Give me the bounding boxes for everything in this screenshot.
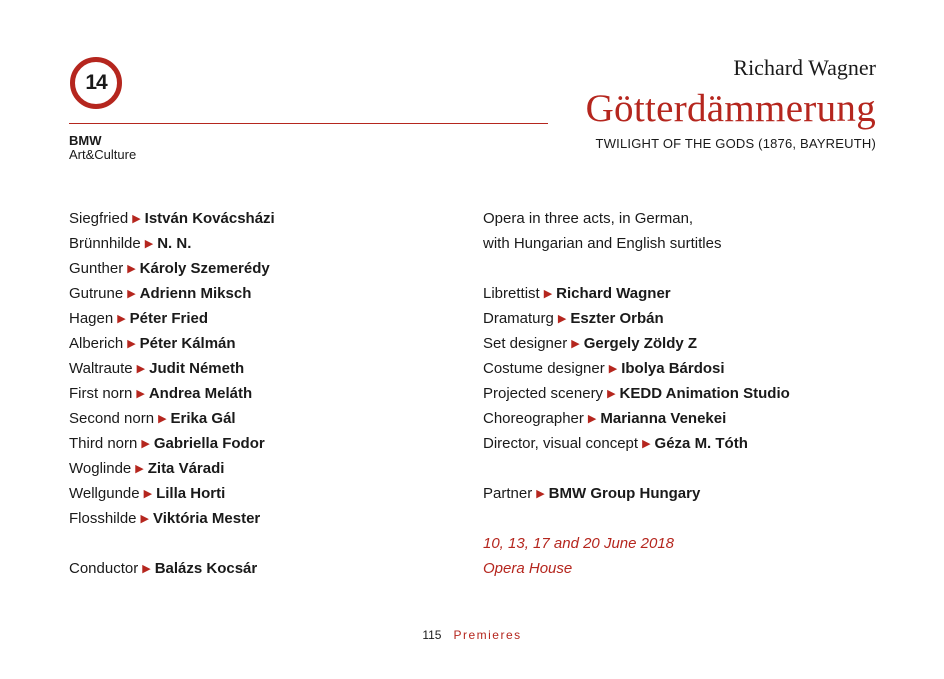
cast-item [69, 406, 275, 431]
person-name: Gergely Zöldy Z [583, 335, 698, 352]
person-name: Géza M. Tóth [654, 435, 748, 452]
triangle-right-icon: ▶ [132, 213, 141, 225]
opera-subtitle: TWILIGHT OF THE GODS (1876, BAYREUTH) [595, 136, 876, 151]
performance-dates: 10, 13, 17 and 20 June 2018 [483, 535, 675, 552]
page-footer [0, 628, 944, 642]
person-name: Eszter Orbán [570, 310, 664, 327]
description-line: with Hungarian and English surtitles [483, 235, 722, 252]
partner-role: Partner [483, 485, 533, 502]
cast-item [69, 381, 275, 406]
person-name: Ibolya Bárdosi [621, 360, 725, 377]
role-label: Set designer [483, 335, 568, 352]
role-label: Wellgunde [69, 485, 140, 502]
triangle-right-icon: ▶ [587, 413, 597, 425]
role-label: Brünnhilde [69, 235, 141, 252]
header-rule [69, 123, 548, 124]
crew-item [483, 281, 790, 306]
role-label: Alberich [69, 335, 124, 352]
triangle-right-icon: ▶ [608, 363, 618, 375]
cast-item [69, 456, 275, 481]
triangle-right-icon: ▶ [127, 288, 136, 300]
role-label: Costume designer [483, 360, 605, 377]
composer-name: Richard Wagner [733, 55, 876, 80]
person-name: Péter Kálmán [139, 335, 236, 352]
opera-title: Götterdämmerung [585, 87, 876, 130]
page-number: 115 [422, 628, 442, 642]
role-label: Second norn [69, 410, 155, 427]
role-label: Librettist [483, 285, 540, 302]
spacer [483, 456, 790, 481]
cast-item [69, 506, 275, 531]
person-name: Lilla Horti [156, 485, 226, 502]
person-name: Marianna Venekei [600, 410, 727, 427]
triangle-right-icon: ▶ [142, 563, 151, 575]
crew-item [483, 431, 790, 456]
crew-item [483, 306, 790, 331]
person-name: Károly Szemerédy [139, 260, 270, 277]
cast-item [69, 306, 275, 331]
cast-item [69, 281, 275, 306]
crew-item [483, 356, 790, 381]
triangle-right-icon: ▶ [127, 338, 136, 350]
partner-line [483, 481, 790, 506]
triangle-right-icon: ▶ [536, 488, 545, 500]
cast-item [69, 256, 275, 281]
brand-bmw: BMW [69, 133, 102, 148]
triangle-right-icon: ▶ [642, 438, 651, 450]
role-label: Woglinde [69, 460, 132, 477]
cast-list [69, 206, 275, 531]
cast-item [69, 481, 275, 506]
conductor-line [69, 556, 275, 581]
cast-column [69, 206, 275, 581]
triangle-right-icon: ▶ [135, 463, 144, 475]
person-name: Zita Váradi [147, 460, 225, 477]
conductor-name: Balázs Kocsár [154, 560, 258, 577]
role-label: Projected scenery [483, 385, 604, 402]
performance-venue: Opera House [483, 560, 573, 577]
role-label: Gunther [69, 260, 124, 277]
triangle-right-icon: ▶ [144, 238, 154, 250]
role-label: Gutrune [69, 285, 124, 302]
person-name: Erika Gál [170, 410, 236, 427]
crew-list [483, 281, 790, 456]
person-name: Richard Wagner [556, 285, 671, 302]
cast-item [69, 431, 275, 456]
spacer [69, 531, 275, 556]
role-label: Dramaturg [483, 310, 554, 327]
triangle-right-icon: ▶ [557, 313, 567, 325]
role-label: First norn [69, 385, 133, 402]
person-name: Andrea Meláth [148, 385, 253, 402]
person-name: Viktória Mester [153, 510, 261, 527]
person-name: N. N. [157, 235, 192, 252]
role-label: Siegfried [69, 210, 129, 227]
triangle-right-icon: ▶ [543, 288, 553, 300]
spacer [483, 256, 790, 281]
number-badge [70, 57, 122, 109]
person-name: Adrienn Miksch [139, 285, 252, 302]
role-label: Flosshilde [69, 510, 137, 527]
role-label: Third norn [69, 435, 138, 452]
spacer [483, 506, 790, 531]
production-column [483, 206, 790, 581]
triangle-right-icon: ▶ [158, 413, 167, 425]
section-name: Premieres [453, 628, 522, 642]
cast-item [69, 356, 275, 381]
role-label: Waltraute [69, 360, 133, 377]
cast-item [69, 231, 275, 256]
triangle-right-icon: ▶ [136, 388, 145, 400]
triangle-right-icon: ▶ [143, 488, 153, 500]
triangle-right-icon: ▶ [140, 513, 149, 525]
triangle-right-icon: ▶ [141, 438, 150, 450]
person-name: István Kovácsházi [144, 210, 275, 227]
role-label: Hagen [69, 310, 114, 327]
role-label: Director, visual concept [483, 435, 639, 452]
badge-number: 14 [85, 71, 107, 94]
triangle-right-icon: ▶ [571, 338, 580, 350]
triangle-right-icon: ▶ [117, 313, 126, 325]
crew-item [483, 381, 790, 406]
person-name: Péter Fried [129, 310, 209, 327]
person-name: Judit Németh [149, 360, 245, 377]
triangle-right-icon: ▶ [136, 363, 146, 375]
partner-name: BMW Group Hungary [548, 485, 701, 502]
crew-item [483, 331, 790, 356]
person-name: Gabriella Fodor [153, 435, 265, 452]
cast-item [69, 206, 275, 231]
person-name: KEDD Animation Studio [619, 385, 790, 402]
cast-item [69, 331, 275, 356]
description-line: Opera in three acts, in German, [483, 210, 694, 227]
triangle-right-icon: ▶ [127, 263, 136, 275]
role-label: Choreographer [483, 410, 584, 427]
brand-art-culture: Art&Culture [69, 147, 137, 162]
crew-item [483, 406, 790, 431]
conductor-role: Conductor [69, 560, 139, 577]
triangle-right-icon: ▶ [607, 388, 616, 400]
